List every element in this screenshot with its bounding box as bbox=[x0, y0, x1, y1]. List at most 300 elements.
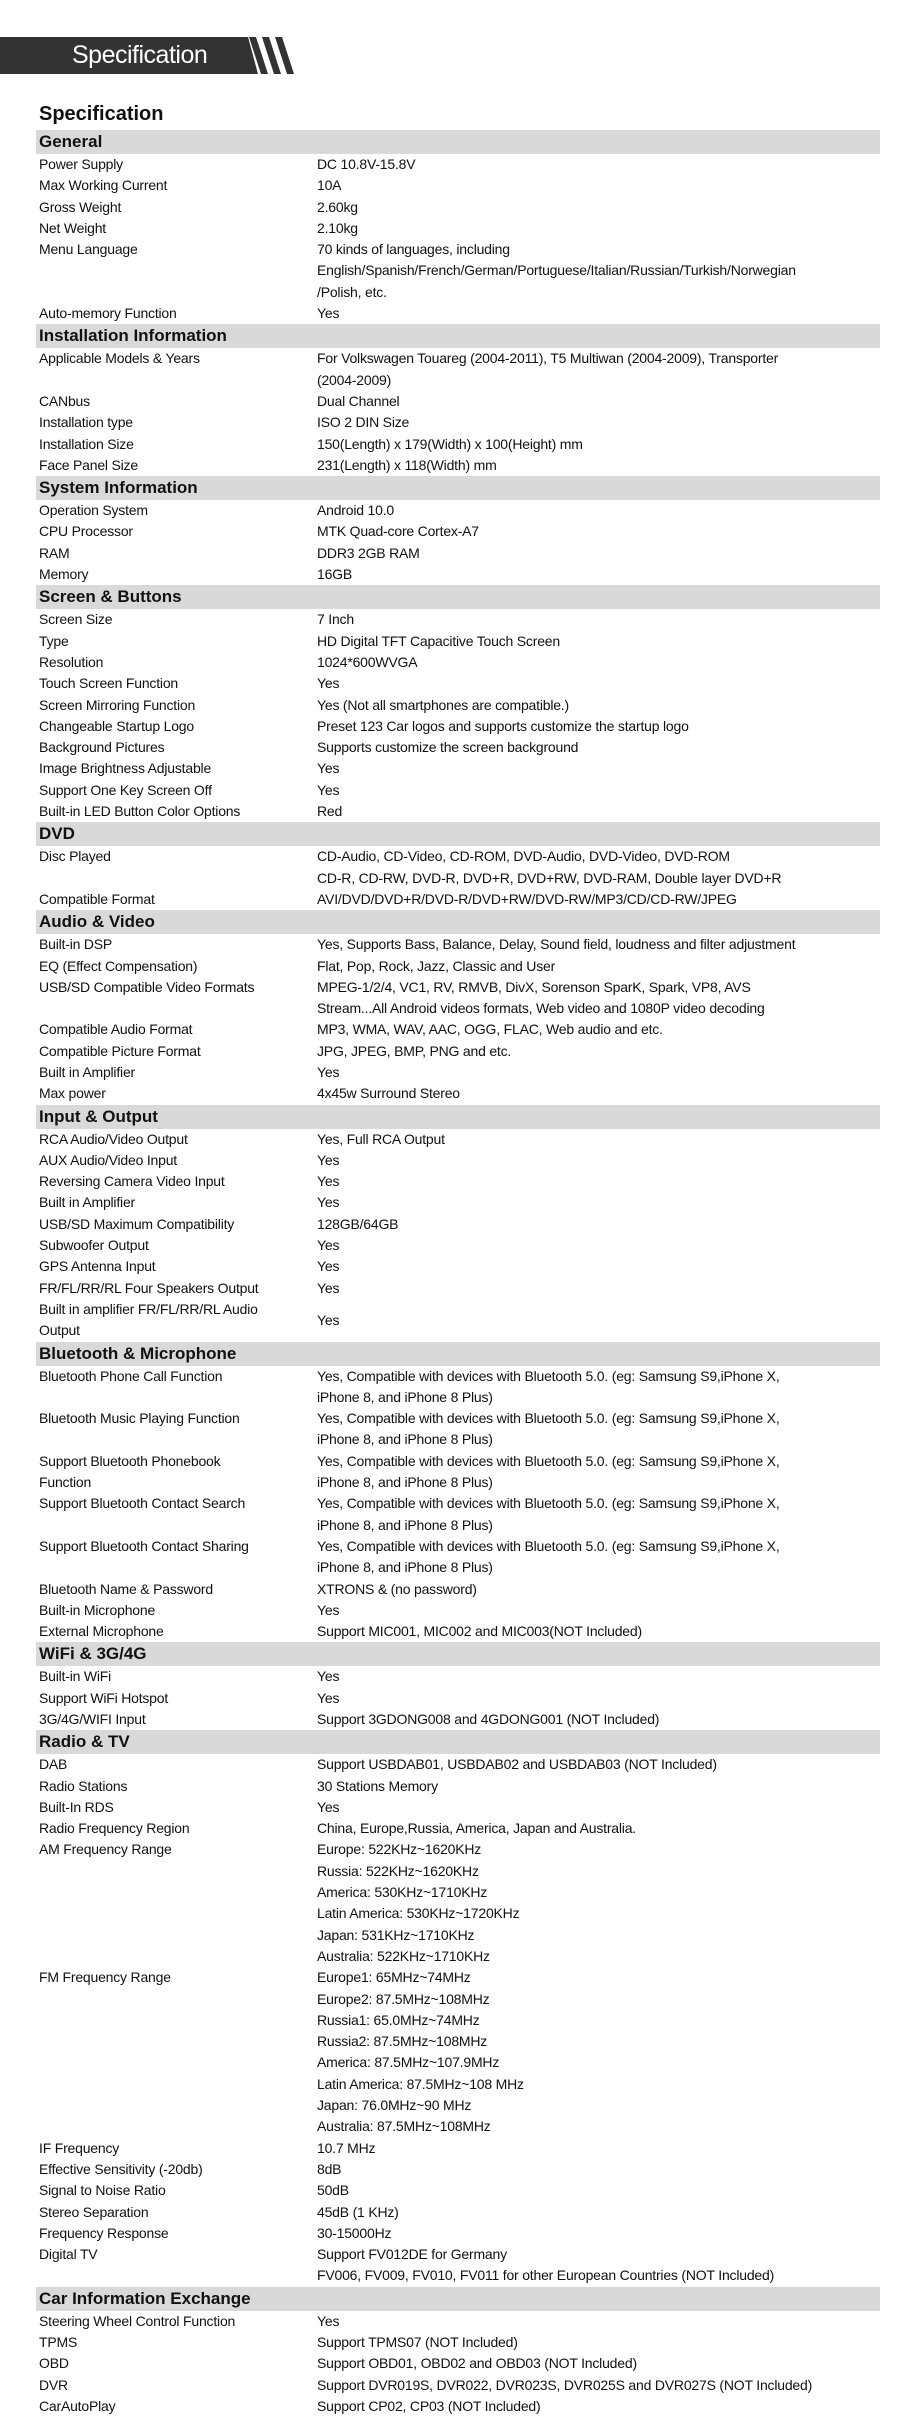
spec-value bbox=[317, 1041, 880, 1062]
spec-value-line: Support 3GDONG008 and 4GDONG001 (NOT Included) bbox=[317, 1711, 660, 1727]
spec-value bbox=[317, 737, 880, 758]
spec-label bbox=[36, 412, 317, 433]
spec-label bbox=[36, 631, 317, 652]
spec-value bbox=[317, 1451, 880, 1494]
spec-value-line: Yes, Compatible with devices with Bluetooth 5.0. (eg: Samsung S9,iPhone X, bbox=[317, 1452, 780, 1469]
spec-row bbox=[36, 1754, 880, 1775]
spec-label-line: DVR bbox=[39, 2376, 68, 2393]
spec-label-line: Support Bluetooth Contact Search bbox=[39, 1495, 246, 1512]
spec-label bbox=[36, 1041, 317, 1062]
spec-value-line: Russia: 522KHz~1620KHz bbox=[317, 1862, 479, 1879]
spec-row bbox=[36, 1600, 880, 1621]
spec-row bbox=[36, 1062, 880, 1083]
spec-value bbox=[317, 1062, 880, 1083]
spec-label bbox=[36, 391, 317, 412]
spec-label bbox=[36, 1709, 317, 1730]
spec-row bbox=[36, 391, 880, 412]
spec-label-line: OBD bbox=[39, 2355, 69, 2372]
spec-value bbox=[317, 1688, 880, 1709]
spec-label-line: Steering Wheel Control Function bbox=[39, 2312, 236, 2329]
spec-value bbox=[317, 455, 880, 476]
spec-label-line: Net Weight bbox=[39, 219, 106, 236]
spec-label-line: Support WiFi Hotspot bbox=[39, 1689, 169, 1706]
spec-table bbox=[36, 130, 880, 2417]
spec-label-line: RCA Audio/Video Output bbox=[39, 1130, 188, 1147]
spec-value-line: MPEG-1/2/4, VC1, RV, RMVB, DivX, Sorenson SparK, Spark, VP8, AVS bbox=[317, 978, 751, 995]
spec-section bbox=[36, 910, 880, 1104]
spec-label bbox=[36, 1192, 317, 1213]
spec-row bbox=[36, 1967, 880, 2137]
spec-value-line: Australia: 87.5MHz~108MHz bbox=[317, 2118, 491, 2135]
spec-label bbox=[36, 455, 317, 476]
spec-label bbox=[36, 716, 317, 737]
spec-value-line: DDR3 2GB RAM bbox=[317, 544, 420, 561]
spec-label bbox=[36, 348, 317, 391]
spec-label bbox=[36, 1600, 317, 1621]
spec-row bbox=[36, 1776, 880, 1797]
spec-label bbox=[36, 1797, 317, 1818]
spec-value-line: 70 kinds of languages, including bbox=[317, 241, 510, 258]
spec-label bbox=[36, 1688, 317, 1709]
spec-label-line: Built in amplifier FR/FL/RR/RL Audio bbox=[39, 1300, 258, 1317]
spec-row bbox=[36, 218, 880, 239]
spec-value-line: Support USBDAB01, USBDAB02 and USBDAB03 (NOT Included) bbox=[317, 1756, 717, 1773]
spec-value-line: Support MIC001, MIC002 and MIC003(NOT Included) bbox=[317, 1623, 642, 1640]
spec-value-line: 50dB bbox=[317, 2182, 349, 2199]
spec-label-line: CANbus bbox=[39, 392, 90, 409]
spec-label bbox=[36, 543, 317, 564]
spec-value bbox=[317, 1214, 880, 1235]
spec-row bbox=[36, 1451, 880, 1494]
spec-value-line: Australia: 522KHz~1710KHz bbox=[317, 1947, 490, 1964]
spec-value-line: 2.10kg bbox=[317, 219, 358, 236]
spec-value bbox=[317, 673, 880, 694]
spec-row bbox=[36, 564, 880, 585]
spec-row bbox=[36, 737, 880, 758]
spec-value-line: Yes bbox=[317, 1601, 340, 1618]
spec-value bbox=[317, 1493, 880, 1536]
spec-label-line: Built-in WiFi bbox=[39, 1668, 112, 1685]
spec-value-line: 4x45w Surround Stereo bbox=[317, 1085, 460, 1102]
spec-label-line: Built in Amplifier bbox=[39, 1063, 135, 1080]
spec-label-line: Bluetooth Phone Call Function bbox=[39, 1367, 223, 1384]
spec-row bbox=[36, 1299, 880, 1342]
spec-label-line: Compatible Picture Format bbox=[39, 1042, 201, 1059]
spec-label bbox=[36, 1129, 317, 1150]
spec-label-line: Memory bbox=[39, 566, 89, 583]
spec-label bbox=[36, 1579, 317, 1600]
spec-value-line: Japan: 76.0MHz~90 MHz bbox=[317, 2097, 472, 2114]
spec-label bbox=[36, 1536, 317, 1579]
spec-value-line: 10A bbox=[317, 177, 342, 194]
spec-row bbox=[36, 631, 880, 652]
spec-row bbox=[36, 1192, 880, 1213]
spec-value-line: Yes, Compatible with devices with Bluetooth 5.0. (eg: Samsung S9,iPhone X, bbox=[317, 1495, 780, 1512]
spec-value bbox=[317, 695, 880, 716]
spec-label-line: DAB bbox=[39, 1756, 68, 1773]
spec-label bbox=[36, 609, 317, 630]
spec-row bbox=[36, 934, 880, 955]
spec-value-line: MP3, WMA, WAV, AAC, OGG, FLAC, Web audio and etc. bbox=[317, 1021, 663, 1038]
spec-value-line: JPG, JPEG, BMP, PNG and etc. bbox=[317, 1042, 512, 1059]
spec-section bbox=[36, 130, 880, 324]
spec-value-line: 7 Inch bbox=[317, 611, 354, 628]
spec-label-line: TPMS bbox=[39, 2334, 78, 2351]
spec-value-line: Preset 123 Car logos and supports customize the startup logo bbox=[317, 717, 689, 734]
spec-value-line: Yes bbox=[317, 2312, 340, 2329]
section-header: Screen & Buttons bbox=[36, 585, 880, 609]
spec-value-line: Latin America: 530KHz~1720KHz bbox=[317, 1905, 520, 1922]
spec-row bbox=[36, 2223, 880, 2244]
spec-row bbox=[36, 1171, 880, 1192]
spec-value-line: America: 530KHz~1710KHz bbox=[317, 1884, 488, 1901]
spec-value-line: Yes bbox=[317, 1194, 340, 1211]
spec-row bbox=[36, 1666, 880, 1687]
spec-row bbox=[36, 2180, 880, 2201]
spec-value bbox=[317, 2375, 880, 2396]
section-header: Installation Information bbox=[36, 324, 880, 348]
spec-row bbox=[36, 348, 880, 391]
spec-section bbox=[36, 585, 880, 822]
spec-value bbox=[317, 846, 880, 889]
spec-value-line: iPhone 8, and iPhone 8 Plus) bbox=[317, 1516, 493, 1533]
spec-row bbox=[36, 543, 880, 564]
spec-row bbox=[36, 2353, 880, 2374]
section-header: Car Information Exchange bbox=[36, 2287, 880, 2311]
spec-label-line: Screen Mirroring Function bbox=[39, 696, 196, 713]
spec-label bbox=[36, 303, 317, 324]
spec-value bbox=[317, 652, 880, 673]
spec-label-line: Built-in DSP bbox=[39, 936, 113, 953]
spec-row bbox=[36, 846, 880, 889]
spec-value-line: For Volkswagen Touareg (2004-2011), T5 Multiwan (2004-2009), Transporter bbox=[317, 350, 779, 367]
spec-label-line: Type bbox=[39, 632, 69, 649]
section-header: DVD bbox=[36, 822, 880, 846]
section-header: System Information bbox=[36, 476, 880, 500]
spec-value bbox=[317, 1019, 880, 1040]
spec-label-line: Built-in LED Button Color Options bbox=[39, 803, 241, 820]
spec-value bbox=[317, 2244, 880, 2287]
spec-label bbox=[36, 934, 317, 955]
spec-value bbox=[317, 391, 880, 412]
spec-value bbox=[317, 521, 880, 542]
spec-value bbox=[317, 2223, 880, 2244]
spec-row bbox=[36, 716, 880, 737]
spec-label bbox=[36, 1150, 317, 1171]
spec-row bbox=[36, 652, 880, 673]
spec-row bbox=[36, 956, 880, 977]
spec-value bbox=[317, 1256, 880, 1277]
spec-label-line: USB/SD Maximum Compatibility bbox=[39, 1215, 235, 1232]
spec-value-line: 45dB (1 KHz) bbox=[317, 2203, 399, 2220]
spec-label-line: Support Bluetooth Phonebook bbox=[39, 1452, 221, 1469]
spec-value bbox=[317, 934, 880, 955]
spec-value bbox=[317, 977, 880, 1020]
spec-value-line: Russia1: 65.0MHz~74MHz bbox=[317, 2011, 480, 2028]
spec-value bbox=[317, 609, 880, 630]
spec-value-line: Yes bbox=[317, 1237, 340, 1254]
spec-value-line: 30 Stations Memory bbox=[317, 1777, 438, 1794]
spec-value bbox=[317, 1235, 880, 1256]
spec-value bbox=[317, 434, 880, 455]
spec-value bbox=[317, 780, 880, 801]
spec-value-line: Yes bbox=[317, 1063, 340, 1080]
spec-label bbox=[36, 239, 317, 303]
spec-label bbox=[36, 889, 317, 910]
spec-section bbox=[36, 1642, 880, 1730]
spec-value-line: Flat, Pop, Rock, Jazz, Classic and User bbox=[317, 957, 556, 974]
spec-value-line: Japan: 531KHz~1710KHz bbox=[317, 1926, 475, 1943]
section-header: General bbox=[36, 130, 880, 154]
spec-value bbox=[317, 2138, 880, 2159]
spec-value-line: 30-15000Hz bbox=[317, 2224, 392, 2241]
spec-row bbox=[36, 673, 880, 694]
spec-label-line: Output bbox=[39, 1322, 80, 1339]
spec-value-line: Yes bbox=[317, 760, 340, 777]
spec-row bbox=[36, 2159, 880, 2180]
spec-value bbox=[317, 2202, 880, 2223]
spec-label bbox=[36, 2332, 317, 2353]
spec-value bbox=[317, 500, 880, 521]
spec-value-line: Support OBD01, OBD02 and OBD03 (NOT Included) bbox=[317, 2355, 637, 2372]
spec-value-line: Yes bbox=[317, 1311, 340, 1328]
spec-label bbox=[36, 1299, 317, 1342]
spec-label-line: AUX Audio/Video Input bbox=[39, 1151, 177, 1168]
spec-label bbox=[36, 1818, 317, 1839]
spec-value bbox=[317, 303, 880, 324]
spec-value bbox=[317, 956, 880, 977]
spec-value-line: English/Spanish/French/German/Portuguese/Italian/Russian/Turkish/Norwegian bbox=[317, 262, 796, 279]
spec-row bbox=[36, 1256, 880, 1277]
spec-value bbox=[317, 1408, 880, 1451]
spec-label bbox=[36, 175, 317, 196]
spec-value bbox=[317, 2332, 880, 2353]
spec-row bbox=[36, 801, 880, 822]
spec-row bbox=[36, 1536, 880, 1579]
spec-label-line: Power Supply bbox=[39, 156, 123, 172]
spec-value bbox=[317, 889, 880, 910]
spec-label-line: GPS Antenna Input bbox=[39, 1258, 156, 1275]
section-header: Input & Output bbox=[36, 1105, 880, 1129]
spec-value-line: Yes bbox=[317, 781, 340, 798]
spec-label-line: RAM bbox=[39, 544, 70, 561]
spec-value-line: Android 10.0 bbox=[317, 502, 394, 519]
spec-row bbox=[36, 1041, 880, 1062]
spec-value-line: Yes, Compatible with devices with Bluetooth 5.0. (eg: Samsung S9,iPhone X, bbox=[317, 1537, 780, 1554]
spec-row bbox=[36, 2202, 880, 2223]
spec-value bbox=[317, 1192, 880, 1213]
spec-label-line: Background Pictures bbox=[39, 739, 165, 756]
spec-label-line: Screen Size bbox=[39, 611, 113, 628]
spec-label-line: USB/SD Compatible Video Formats bbox=[39, 978, 255, 995]
spec-value-line: Stream...All Android videos formats, Web video and 1080P video decoding bbox=[317, 1000, 765, 1017]
spec-value bbox=[317, 1754, 880, 1775]
spec-label bbox=[36, 1621, 317, 1642]
spec-value bbox=[317, 2159, 880, 2180]
spec-label-line: Applicable Models & Years bbox=[39, 350, 200, 367]
spec-value-line: 16GB bbox=[317, 566, 352, 583]
spec-row bbox=[36, 1083, 880, 1104]
spec-value-line: 128GB/64GB bbox=[317, 1215, 399, 1232]
spec-label bbox=[36, 1408, 317, 1451]
spec-value-line: Yes, Full RCA Output bbox=[317, 1130, 445, 1147]
spec-label bbox=[36, 2244, 317, 2287]
spec-value bbox=[317, 801, 880, 822]
spec-value bbox=[317, 239, 880, 303]
spec-label bbox=[36, 977, 317, 1020]
spec-value-line: 8dB bbox=[317, 2160, 342, 2177]
spec-value-line: Support TPMS07 (NOT Included) bbox=[317, 2334, 518, 2351]
spec-label bbox=[36, 2180, 317, 2201]
spec-label bbox=[36, 2311, 317, 2332]
spec-label bbox=[36, 2138, 317, 2159]
spec-label-line: Bluetooth Music Playing Function bbox=[39, 1410, 240, 1427]
spec-label bbox=[36, 673, 317, 694]
spec-label bbox=[36, 1666, 317, 1687]
banner-title: Specification bbox=[72, 41, 208, 69]
page-title: Specification bbox=[39, 103, 164, 125]
spec-value-line: Europe: 522KHz~1620KHz bbox=[317, 1841, 482, 1858]
spec-value-line: Yes bbox=[317, 1279, 340, 1296]
spec-label bbox=[36, 1839, 317, 1967]
spec-label-line: FR/FL/RR/RL Four Speakers Output bbox=[39, 1279, 259, 1296]
spec-section bbox=[36, 1105, 880, 1342]
spec-label bbox=[36, 500, 317, 521]
spec-section bbox=[36, 476, 880, 585]
spec-row bbox=[36, 239, 880, 303]
spec-label bbox=[36, 1366, 317, 1409]
spec-value-line: Dual Channel bbox=[317, 392, 400, 409]
spec-value-line: 2.60kg bbox=[317, 198, 358, 215]
spec-label bbox=[36, 2202, 317, 2223]
spec-label bbox=[36, 218, 317, 239]
spec-row bbox=[36, 1366, 880, 1409]
spec-row bbox=[36, 1235, 880, 1256]
spec-label-line: Face Panel Size bbox=[39, 456, 138, 473]
spec-label bbox=[36, 1278, 317, 1299]
spec-value-line: Yes bbox=[317, 1798, 340, 1815]
spec-value-line: Support FV012DE for Germany bbox=[317, 2246, 507, 2263]
spec-label-line: Stereo Separation bbox=[39, 2203, 149, 2220]
spec-value bbox=[317, 1621, 880, 1642]
spec-label bbox=[36, 564, 317, 585]
spec-label-line: Reversing Camera Video Input bbox=[39, 1173, 225, 1190]
spec-label bbox=[36, 1062, 317, 1083]
spec-row bbox=[36, 1818, 880, 1839]
spec-value-line: CD-Audio, CD-Video, CD-ROM, DVD-Audio, DVD-Video, DVD-ROM bbox=[317, 848, 730, 865]
spec-row bbox=[36, 455, 880, 476]
spec-label bbox=[36, 197, 317, 218]
spec-label-line: Built in Amplifier bbox=[39, 1194, 135, 1211]
spec-row bbox=[36, 521, 880, 542]
spec-label-line: Installation Size bbox=[39, 435, 134, 452]
spec-label bbox=[36, 846, 317, 889]
spec-value-line: Yes, Supports Bass, Balance, Delay, Sound field, loudness and filter adjustment bbox=[317, 936, 796, 953]
spec-row bbox=[36, 2311, 880, 2332]
spec-value-line: America: 87.5MHz~107.9MHz bbox=[317, 2054, 500, 2071]
spec-row bbox=[36, 609, 880, 630]
spec-value bbox=[317, 2311, 880, 2332]
spec-row bbox=[36, 303, 880, 324]
spec-label-line: Auto-memory Function bbox=[39, 305, 177, 322]
spec-value-line: 10.7 MHz bbox=[317, 2139, 376, 2156]
spec-row bbox=[36, 2332, 880, 2353]
spec-label-line: Installation type bbox=[39, 414, 133, 431]
spec-value bbox=[317, 348, 880, 391]
spec-label bbox=[36, 2353, 317, 2374]
spec-label-line: Max power bbox=[39, 1085, 106, 1102]
spec-label-line: Compatible Audio Format bbox=[39, 1021, 193, 1038]
spec-value-line: Yes bbox=[317, 1689, 340, 1706]
spec-label-line: Image Brightness Adjustable bbox=[39, 760, 212, 777]
spec-section bbox=[36, 2287, 880, 2417]
section-banner bbox=[0, 37, 300, 74]
spec-row bbox=[36, 1129, 880, 1150]
spec-label-line: Operation System bbox=[39, 502, 148, 519]
spec-value bbox=[317, 1299, 880, 1342]
spec-value-line: HD Digital TFT Capacitive Touch Screen bbox=[317, 632, 560, 649]
spec-label-line: Changeable Startup Logo bbox=[39, 717, 194, 734]
spec-label bbox=[36, 1235, 317, 1256]
spec-label-line: 3G/4G/WIFI Input bbox=[39, 1711, 146, 1727]
spec-value-line: iPhone 8, and iPhone 8 Plus) bbox=[317, 1474, 493, 1491]
spec-value-line: ISO 2 DIN Size bbox=[317, 414, 410, 431]
spec-label-line: IF Frequency bbox=[39, 2139, 120, 2156]
spec-label-line: Gross Weight bbox=[39, 198, 122, 215]
spec-label bbox=[36, 737, 317, 758]
spec-label-line: Max Working Current bbox=[39, 177, 168, 194]
spec-row bbox=[36, 154, 880, 175]
spec-label bbox=[36, 1019, 317, 1040]
spec-value-line: Russia2: 87.5MHz~108MHz bbox=[317, 2033, 488, 2050]
spec-value-line: 231(Length) x 118(Width) mm bbox=[317, 456, 497, 473]
spec-value bbox=[317, 218, 880, 239]
spec-value bbox=[317, 543, 880, 564]
spec-label-line: Resolution bbox=[39, 653, 104, 670]
spec-value bbox=[317, 564, 880, 585]
spec-value-line: Red bbox=[317, 803, 343, 820]
spec-label-line: Disc Played bbox=[39, 848, 111, 865]
spec-label-line: EQ (Effect Compensation) bbox=[39, 957, 198, 974]
spec-row bbox=[36, 434, 880, 455]
spec-label bbox=[36, 780, 317, 801]
spec-value bbox=[317, 1366, 880, 1409]
spec-value-line: iPhone 8, and iPhone 8 Plus) bbox=[317, 1431, 493, 1448]
spec-value bbox=[317, 2180, 880, 2201]
section-header: Audio & Video bbox=[36, 910, 880, 934]
spec-value-line: Support DVR019S, DVR022, DVR023S, DVR025S and DVR027S (NOT Included) bbox=[317, 2376, 813, 2393]
spec-row bbox=[36, 1150, 880, 1171]
spec-value bbox=[317, 1129, 880, 1150]
spec-value bbox=[317, 1818, 880, 1839]
spec-value-line: MTK Quad-core Cortex-A7 bbox=[317, 523, 479, 540]
spec-value-line: Europe1: 65MHz~74MHz bbox=[317, 1969, 471, 1986]
spec-value-line: Europe2: 87.5MHz~108MHz bbox=[317, 1990, 490, 2007]
spec-value-line: XTRONS & (no password) bbox=[317, 1580, 477, 1597]
spec-label bbox=[36, 1083, 317, 1104]
spec-label bbox=[36, 2223, 317, 2244]
spec-row bbox=[36, 1688, 880, 1709]
spec-label bbox=[36, 652, 317, 673]
spec-value-line: Yes bbox=[317, 675, 340, 692]
spec-label-line: External Microphone bbox=[39, 1623, 164, 1640]
spec-value-line: Supports customize the screen background bbox=[317, 739, 579, 756]
spec-label-line: Effective Sensitivity (-20db) bbox=[39, 2160, 203, 2177]
spec-label-line: Touch Screen Function bbox=[39, 675, 178, 692]
spec-value bbox=[317, 2353, 880, 2374]
spec-label-line: Radio Stations bbox=[39, 1777, 128, 1794]
spec-label bbox=[36, 956, 317, 977]
